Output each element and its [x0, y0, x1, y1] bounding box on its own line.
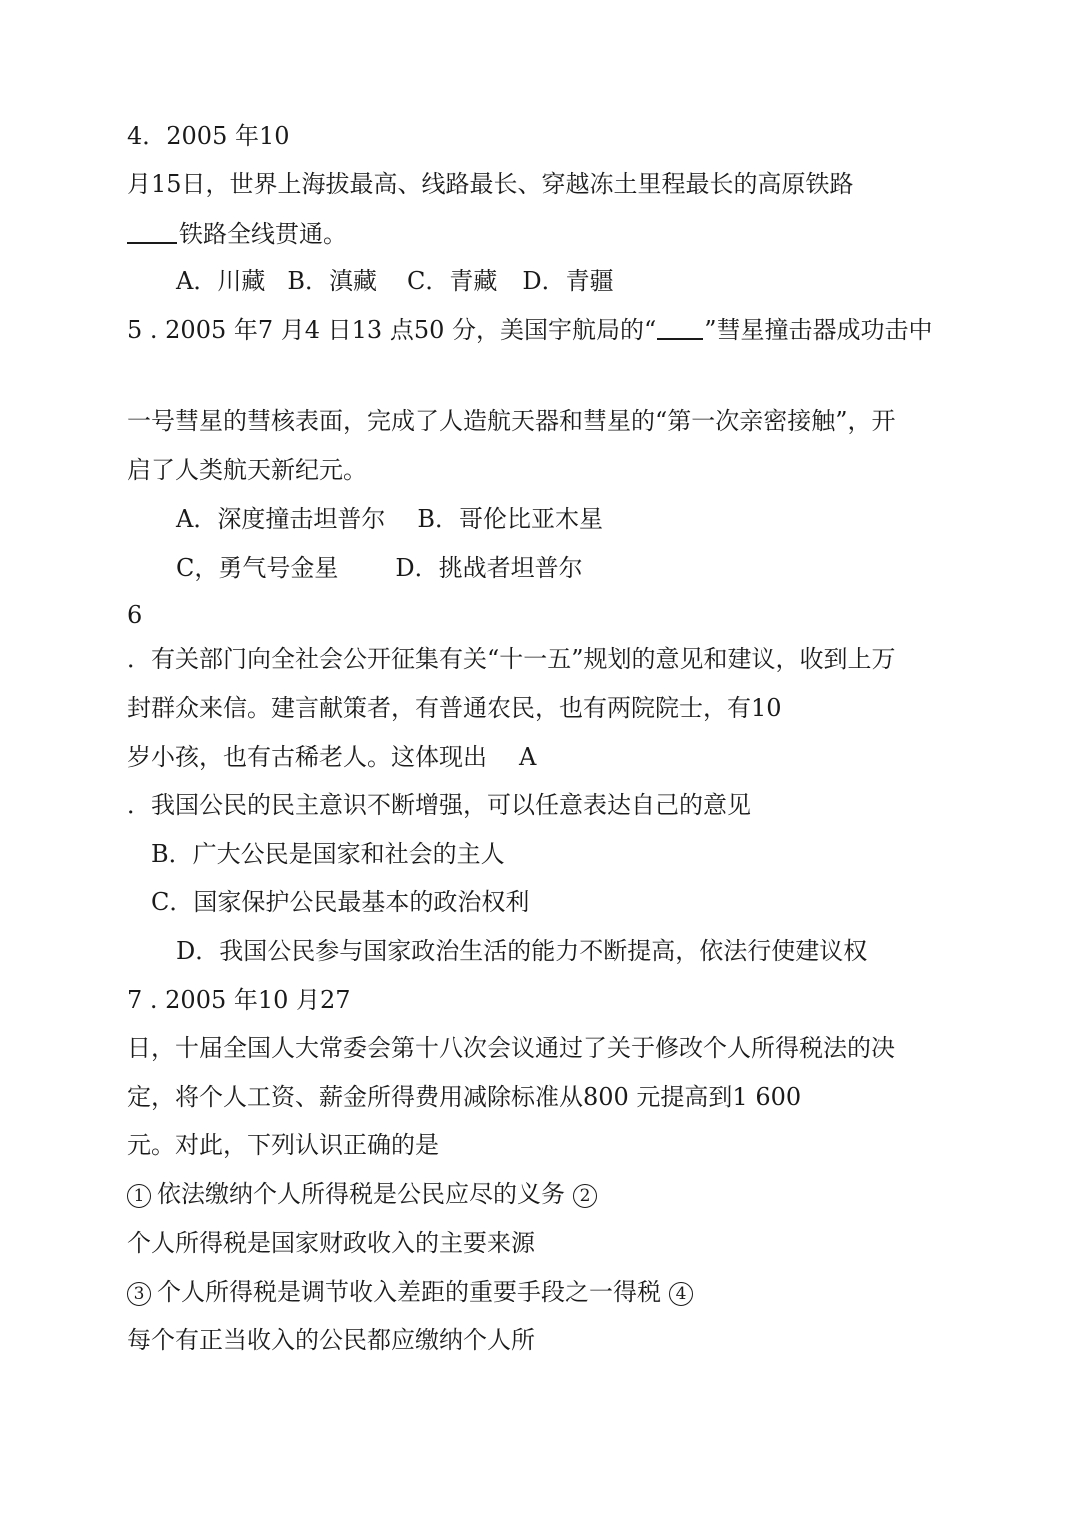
q6-option-a-letter: A [519, 743, 537, 771]
q5-line-2: 一号彗星的彗核表面，完成了人造航天器和彗星的“第一次亲密接触”，开 [127, 407, 896, 435]
circled-number-2-icon: 2 [573, 1184, 597, 1208]
answer-blank [657, 314, 703, 340]
q5-line-1-prefix: 5 . 2005 年7 月4 日13 点50 分，美国宇航局的“ [127, 316, 657, 344]
circled-number-1-icon: 1 [127, 1184, 151, 1208]
q5-option-a: A．深度撞击坦普尔 [176, 505, 386, 533]
q5-options-row-2 [176, 553, 583, 583]
q6-option-c: C．国家保护公民最基本的政治权利 [151, 888, 530, 916]
answer-blank [127, 218, 177, 244]
q4-option-c: C．青藏 [406, 267, 498, 295]
q5-option-d: D．挑战者坦普尔 [395, 554, 583, 582]
q7-line-2: 日，十届全国人大常委会第十八次会议通过了关于修改个人所得税法的决 [127, 1034, 895, 1062]
q5-line-1-suffix: ”彗星撞击器成功击中 [704, 316, 933, 344]
q7-line-3: 定，将个人工资、薪金所得费用减除标准从800 元提高到1 600 [127, 1083, 802, 1111]
q4-option-d: D．青疆 [522, 267, 614, 295]
q4-option-b: B．滇藏 [287, 267, 377, 295]
q4-options [176, 266, 614, 296]
q5-option-b: B．哥伦比亚木星 [417, 505, 603, 533]
circled-number-3-icon: 3 [127, 1282, 151, 1306]
q6-option-a: ．我国公民的民主意识不断增强，可以任意表达自己的意见 [127, 791, 751, 819]
q7-line-1: 7 . 2005 年10 月27 [127, 986, 351, 1014]
q7-line-4: 元。对此，下列认识正确的是 [127, 1131, 439, 1159]
q6-line-3 [127, 742, 536, 772]
q4-line-1: 4．2005 年10 [127, 122, 290, 150]
q7-statement-row-3 [127, 1277, 699, 1307]
q5-line-1 [127, 314, 933, 345]
q6-number: 6 [127, 601, 143, 629]
q6-option-d: D．我国公民参与国家政治生活的能力不断提高，依法行使建议权 [176, 937, 868, 965]
q7-statement-2: 个人所得税是国家财政收入的主要来源 [127, 1229, 535, 1257]
q5-line-3: 启了人类航天新纪元。 [127, 456, 367, 484]
q6-line-2: 封群众来信。建言献策者，有普通农民，也有两院院士，有10 [127, 694, 782, 722]
circled-number-4-icon: 4 [669, 1282, 693, 1306]
q7-statement-3: 个人所得税是调节收入差距的重要手段之一得税 [157, 1278, 661, 1306]
q6-line-3-text: 岁小孩，也有古稀老人。这体现出 [127, 743, 487, 771]
q7-statement-row-1 [127, 1179, 603, 1209]
q4-option-a: A．川藏 [176, 267, 266, 295]
q6-option-b: B．广大公民是国家和社会的主人 [151, 840, 505, 868]
q6-line-1: ．有关部门向全社会公开征集有关“十一五”规划的意见和建议，收到上万 [127, 645, 896, 673]
q4-line-3 [127, 218, 347, 249]
q7-statement-1: 依法缴纳个人所得税是公民应尽的义务 [157, 1180, 565, 1208]
q7-statement-4: 每个有正当收入的公民都应缴纳个人所 [127, 1326, 535, 1354]
q5-option-c: C，勇气号金星 [176, 554, 339, 582]
q4-line-3-text: 铁路全线贯通。 [179, 220, 347, 248]
q5-options-row-1 [176, 504, 603, 534]
q4-line-2: 月15日，世界上海拔最高、线路最长、穿越冻土里程最长的高原铁路 [127, 170, 854, 198]
